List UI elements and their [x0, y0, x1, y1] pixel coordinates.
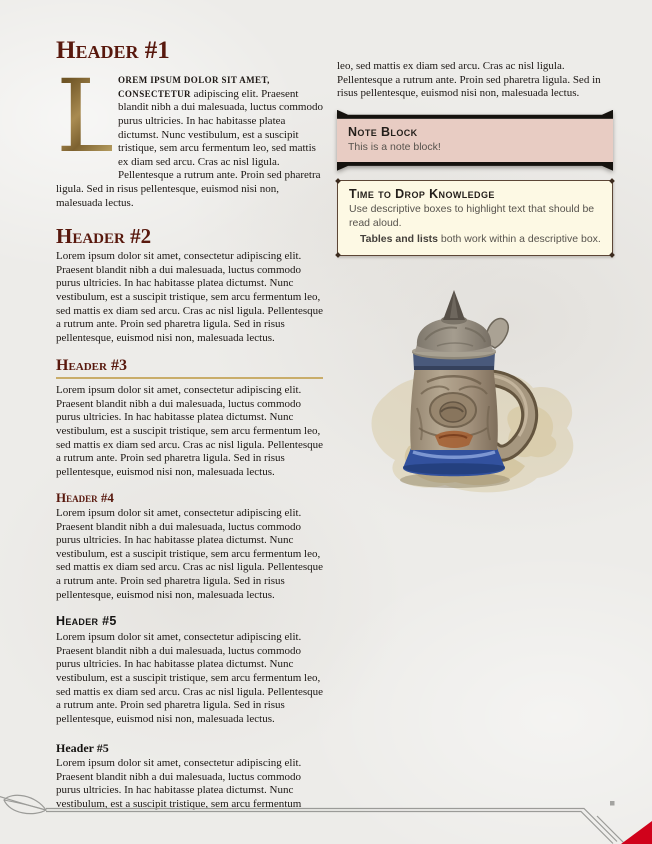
- section-6-paragraph-truncated: Lorem ipsum dolor sit amet, consectetur adipiscing elit. Praesent blandit nibh a dui malesuada, luctus commodo purus ultricies. In hac habitasse platea dictumst. Nunc vestibulum, est a suscipit tristique, sem arcu fermentum: [56, 757, 302, 811]
- note-block-text: This is a note block!: [348, 140, 441, 153]
- red-corner-triangle: [621, 821, 652, 844]
- intro-paragraph: [56, 58, 323, 210]
- beer-stein-image: [353, 278, 593, 500]
- note-block-title: Note Block: [348, 124, 418, 139]
- lead-smallcaps-text: OREM IPSUM DOLOR SIT AMET, CONSECTETUR: [118, 75, 270, 99]
- section-header-3: Header #3: [56, 358, 323, 379]
- note-top-ornament: [337, 110, 613, 119]
- descriptive-box-line2-bold: Tables and lists: [360, 232, 438, 245]
- corner-dot-icon: [335, 252, 341, 258]
- corner-dot-icon: [335, 178, 341, 184]
- note-block: [337, 110, 613, 171]
- column-overflow-paragraph: leo, sed mattis ex diam sed arcu. Cras ac nisl ligula. Pellentesque a rutrum ante. Proin sed pharetra ligula. Sed in risus pellentesque, euismod nisi non, malesuada lectus.: [337, 60, 601, 100]
- section-5-paragraph: Lorem ipsum dolor sit amet, consectetur adipiscing elit. Praesent blandit nibh a dui malesuada, luctus commodo purus ultricies. In hac habitasse platea dictumst. Nunc vestibulum, est a suscipit tristique, sem arcu fermentum leo, sed mattis ex diam sed arcu. Cras ac nisl ligula. Pellentesque a rutrum ante. Proin sed pharetra ligula. Sed in risus pellentesque, euismod nisi non, malesuada lectus.: [56, 631, 323, 725]
- note-bottom-ornament: [337, 162, 613, 171]
- section-header-5: Header #5: [56, 614, 117, 629]
- section-header-4: Header #4: [56, 490, 114, 506]
- descriptive-box-line2: [360, 232, 601, 246]
- section-2-paragraph: Lorem ipsum dolor sit amet, consectetur adipiscing elit. Praesent blandit nibh a dui malesuada, luctus commodo purus ultricies. In hac habitasse platea dictumst. Nunc vestibulum, est a suscipit tristique, sem arcu fermentum leo, sed mattis ex diam sed arcu. Cras ac nisl ligula. Pellentesque a rutrum ante. Proin sed pharetra ligula. Sed in risus pellentesque, euismod nisi non, malesuada lectus.: [56, 250, 323, 344]
- descriptive-box: [337, 180, 613, 256]
- descriptive-box-line1: Use descriptive boxes to highlight text that should be read aloud.: [349, 202, 595, 229]
- left-column: [56, 38, 323, 812]
- section-header-2: Header #2: [56, 224, 152, 249]
- descriptive-box-title: Time to Drop Knowledge: [349, 186, 495, 201]
- right-column: [337, 60, 613, 500]
- descriptive-box-line2-rest: both work within a descriptive box.: [438, 232, 601, 245]
- dropcap-letter: L: [56, 58, 123, 176]
- beer-stein-illustration-svg: [353, 278, 593, 500]
- section-3-paragraph: Lorem ipsum dolor sit amet, consectetur adipiscing elit. Praesent blandit nibh a dui malesuada, luctus commodo purus ultricies. In hac habitasse platea dictumst. Nunc vestibulum, est a suscipit tristique, sem arcu fermentum leo, sed mattis ex diam sed arcu. Cras ac nisl ligula. Pellentesque a rutrum ante. Proin sed pharetra ligula. Sed in risus pellentesque, euismod nisi non, malesuada lectus.: [56, 384, 323, 478]
- section-4-paragraph: Lorem ipsum dolor sit amet, consectetur adipiscing elit. Praesent blandit nibh a dui malesuada, luctus commodo purus ultricies. In hac habitasse platea dictumst. Nunc vestibulum, est a suscipit tristique, sem arcu fermentum leo, sed mattis ex diam sed arcu. Cras ac nisl ligula. Pellentesque a rutrum ante. Proin sed pharetra ligula. Sed in risus pellentesque, euismod nisi non, malesuada lectus.: [56, 506, 323, 601]
- corner-dot-icon: [609, 178, 615, 184]
- page-title: Header #1: [56, 37, 170, 64]
- section-header-6: Header #5: [56, 741, 109, 756]
- intro-paragraph-rest: adipiscing elit. Praesent blandit nibh a dui malesuada, luctus commodo purus ultricies. In hac habitasse platea dictumst. Nunc vestibulum, est a suscipit tristique, sem arcu fermentum leo, sed mattis ex diam sed arcu. Cras ac nisl ligula. Pellentesque a rutrum ante. Proin sed pharetra ligula. Sed in risus pellentesque, euismod nisi non, malesuada lectus.: [56, 87, 323, 209]
- footer-ornament: [0, 792, 652, 844]
- corner-dot-icon: [609, 252, 615, 258]
